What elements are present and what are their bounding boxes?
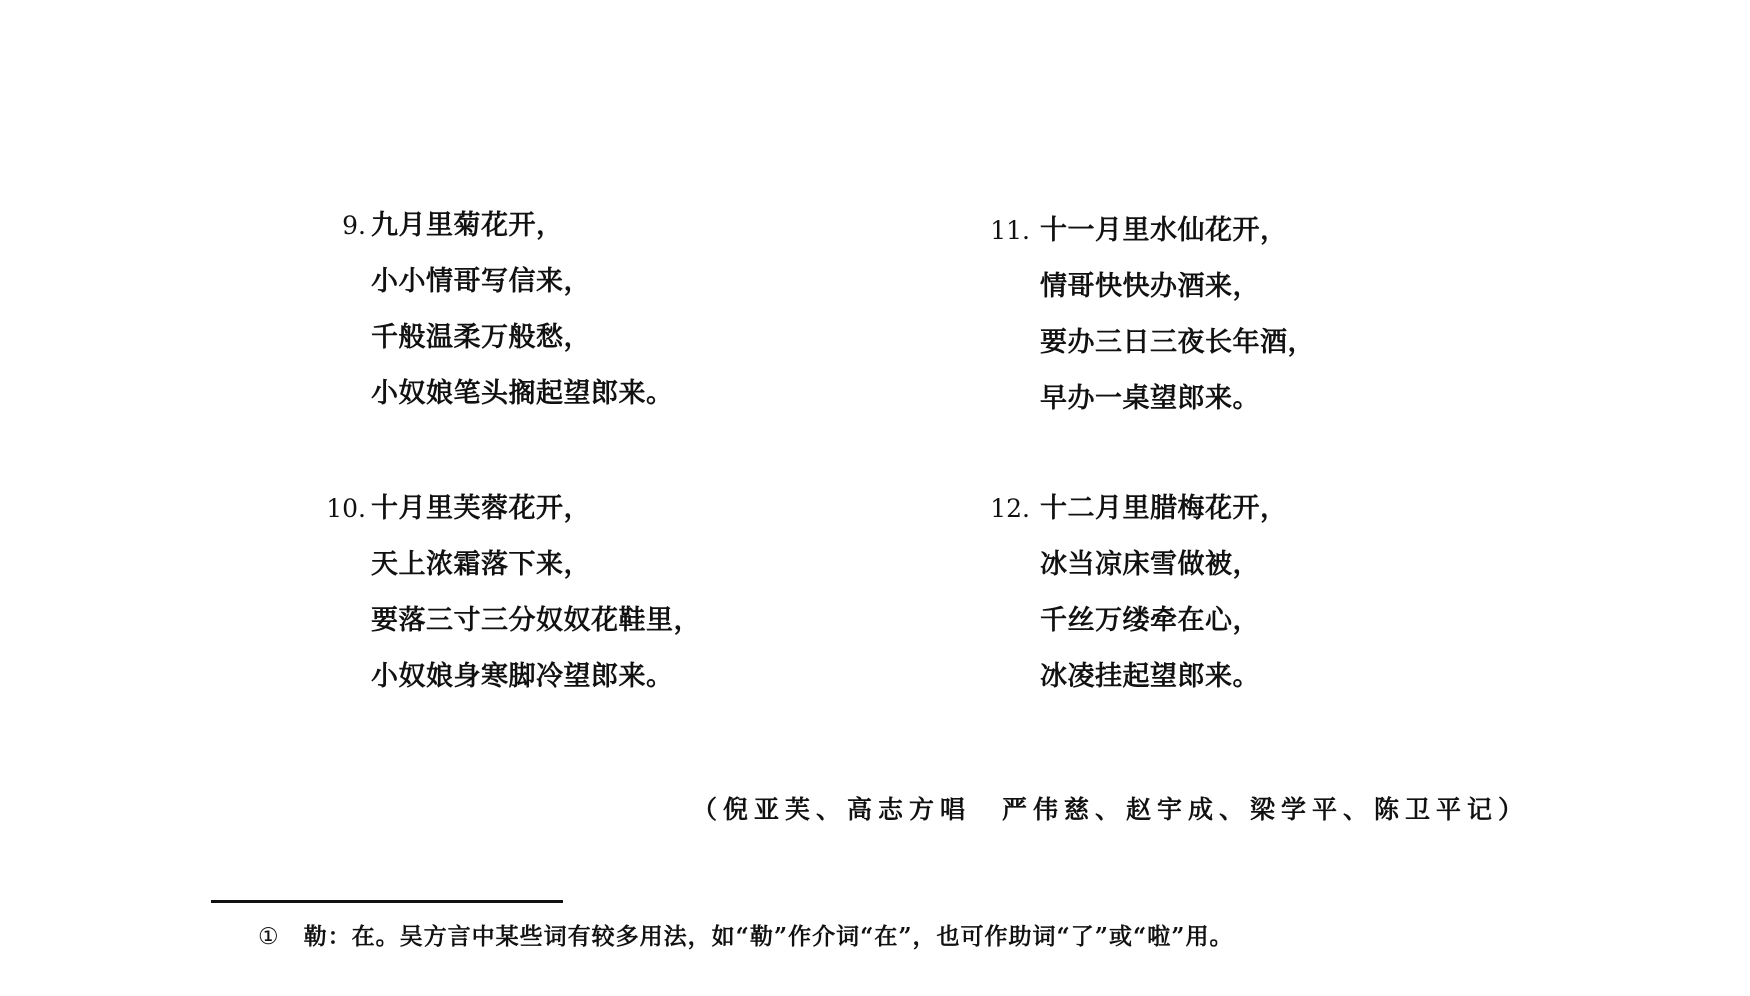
verse-line: 冰当凉床雪做被， xyxy=(1040,549,1260,580)
verse-line: 天上浓霜落下来， xyxy=(371,549,591,580)
footnote-divider xyxy=(211,900,563,903)
verse-line: 情哥快快办酒来， xyxy=(1040,271,1260,302)
verse-line: 十月里芙蓉花开， xyxy=(371,493,591,524)
footnote xyxy=(258,918,1233,951)
verse-line: 千般温柔万般愁， xyxy=(371,322,591,353)
verse-line: 要落三寸三分奴奴花鞋里， xyxy=(371,605,701,636)
verse-number: 9. xyxy=(342,211,366,240)
verse-line: 早办一桌望郎来。 xyxy=(1040,383,1260,414)
verse-line: 冰凌挂起望郎来。 xyxy=(1040,661,1260,692)
footnote-marker: ① xyxy=(258,924,280,950)
footnote-text: 勒：在。吴方言中某些词有较多用法，如“勒”作介词“在”，也可作助词“了”或“啦”用。 xyxy=(303,923,1234,950)
verse-number: 11. xyxy=(990,216,1030,245)
verse-line: 九月里菊花开， xyxy=(371,210,564,241)
verse-line: 小奴娘笔头搁起望郎来。 xyxy=(371,378,674,409)
verse-line: 小小情哥写信来， xyxy=(371,266,591,297)
verse-line: 千丝万缕牵在心， xyxy=(1040,605,1260,636)
performer-credit: （倪亚芙、高志方唱 严伟慈、赵宇成、梁学平、陈卫平记） xyxy=(692,795,1530,824)
verse-number: 12. xyxy=(990,494,1030,523)
verse-line: 十二月里腊梅花开， xyxy=(1040,493,1288,524)
verse-line: 要办三日三夜长年酒， xyxy=(1040,327,1315,358)
verse-line: 十一月里水仙花开， xyxy=(1040,215,1288,246)
verse-line: 小奴娘身寒脚冷望郎来。 xyxy=(371,661,674,692)
verse-number: 10. xyxy=(326,494,366,523)
